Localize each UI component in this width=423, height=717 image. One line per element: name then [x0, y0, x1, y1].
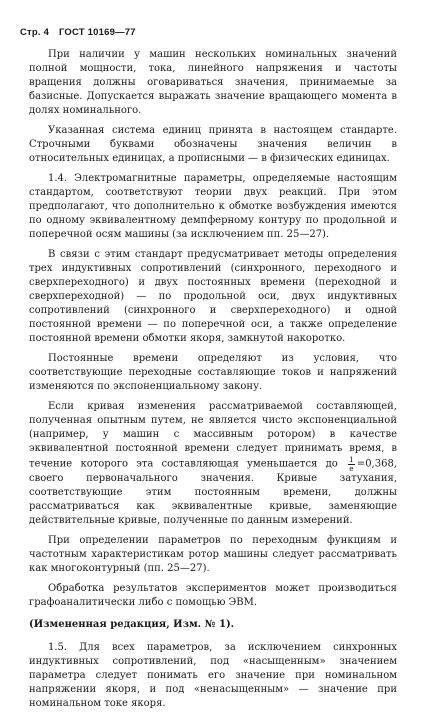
standard-number: ГОСТ 10169—77	[58, 27, 136, 38]
edition-note: (Измененная редакция, Изм. № 1).	[29, 618, 235, 630]
page-number: Стр. 4	[20, 27, 50, 38]
paragraph-curve	[29, 400, 397, 529]
paragraph-multicircuit: При определении параметров по переходным функциям и частотным характеристикам ротор машины следует рассматривать как многоконтурный (пп. 25—27).	[29, 534, 397, 575]
fraction-denominator: e	[349, 463, 354, 473]
fraction-1-over-e	[348, 456, 355, 472]
paragraph-units: Указанная система единиц принята в настоящем стандарте. Строчными буквами обозначены значения величин в относительных единицах, а прописными — в физических единицах.	[29, 124, 397, 165]
document-body	[29, 48, 397, 717]
page-header	[20, 27, 143, 38]
paragraph-1-4: 1.4. Электромагнитные параметры, определяемые настоящим стандартом, соответствуют теории двух реакций. При этом предполагают, что дополнительно к обмотке возбуждения имеются по одному эквивалентному демпферному контуру по продольной и поперечной осям машины (за исключением пп. 25—27).	[29, 172, 397, 241]
paragraph-base-values: При наличии у машин нескольких номинальных значений полной мощности, тока, линейного напряжения и частоты вращения должны оговариваться значения, принимаемые за базисные. Допускается выражать значение вращающего момента в долях номинального.	[29, 49, 397, 117]
paragraph-processing: Обработка результатов экспериментов может производиться графоаналитически либо с помощью ЭВМ.	[29, 582, 397, 608]
paragraph-time-constants: Постоянные времени определяют из условия, что соответствующие переходные составляющие токов и напряжений изменяются по экспоненциальному закону.	[29, 352, 397, 393]
paragraph-1-5: 1.5. Для всех параметров, за исключением синхронных индуктивных сопротивлений, под «насыщенным» значением параметра следует понимать его значение при номинальном напряжении якоря, и под «ненасыщенным» — значение при номинальном токе якоря.	[29, 641, 397, 710]
curve-text-before: Если кривая изменения рассматриваемой составляющей, полученная опытным путем, не является чисто экспоненциальной (например, у машин с массивным ротором) в качестве эквивалентной постоянной времени следует принимать время, в течение которого эта составляющая уменьшается до	[29, 400, 397, 470]
fraction-numerator: 1	[349, 455, 354, 465]
curve-text-after: =0,368, своего первоначального значения. Кривые затухания, соответствующие этим постоянным времени, должны рассматриваться как эквивалентные кривые, заменяющие действительные кривые, полученные по данным измерений.	[29, 458, 397, 527]
paragraph-methods: В связи с этим стандарт предусматривает методы определения трех индуктивных сопротивлений (синхронного, переходного и сверхпереходного) и двух постоянных времени (переходной и сверхпереходной) — по продольной оси, двух индуктивных сопротивлений (синхронного и сверхпереходного) и одной постоянной времени — по поперечной оси, а также определение постоянной времени обмотки якоря, замкнутой накоротко.	[29, 248, 397, 345]
